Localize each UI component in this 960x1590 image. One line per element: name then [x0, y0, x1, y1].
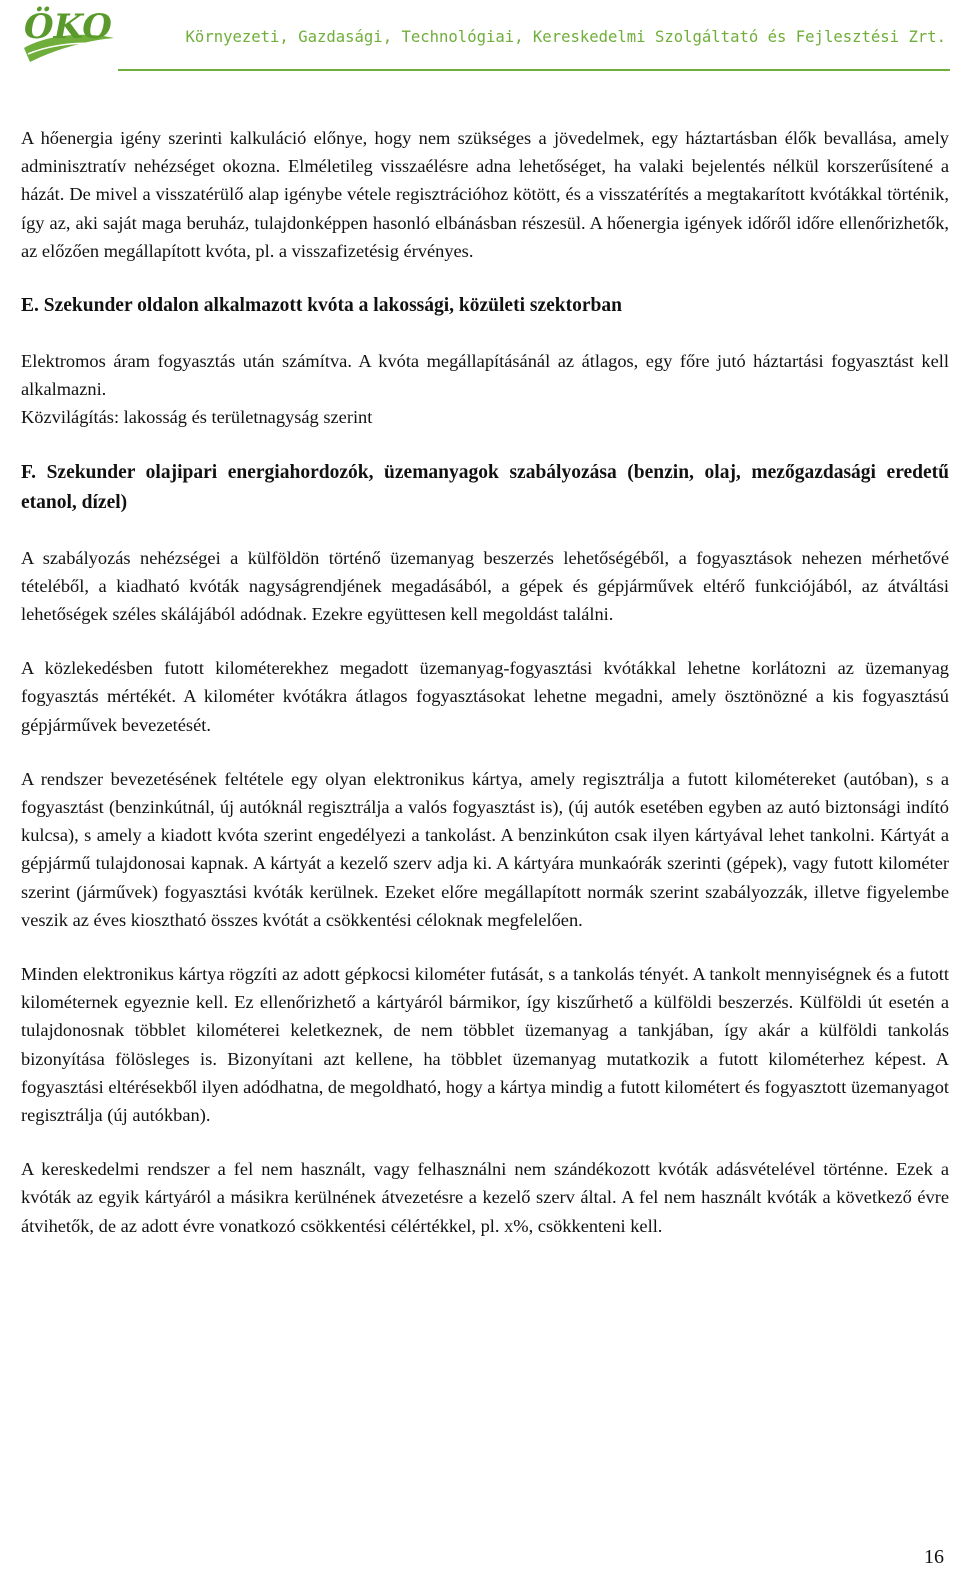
paragraph-electronic-card: A rendszer bevezetésének feltétele egy olyan elektronikus kártya, amely regisztrálja a futott kilométereket (autóban), s a fogyasztást (benzinkútnál, új autóknál regisztrálja a valós fogyasztást is), (új autók esetében egyben az autó biztonsági indító kulcsa), s amely a kiadott kvóta szerint engedélyezi a tankolást. A benzinkúton csak ilyen kártyával lehet tankolni. Kártyát a gépjármű tulajdonosai kapnak. A kártyát a kezelő szerv adja ki. A kártyára munkaórák szerinti (gépek), vagy futott kilométer szerint (járművek) fogyasztási kvóták kerülnek. Ezeket előre megállapított normák szerint szabályozzák, illetve figyelembe veszik az éves kiosztható összes kvótát a csökkentési céloknak megfelelően. [21, 768, 949, 930]
company-name: Környezeti, Gazdasági, Technológiai, Kereskedelmi Szolgáltató és Fejlesztési Zrt. [185, 28, 946, 46]
paragraph-card-recording: Minden elektronikus kártya rögzíti az adott gépkocsi kilométer futását, s a tankolás tényét. A tankolt mennyiségnek és a futott kilométernek egyeznie kell. Ez ellenőrizhető a kártyáról bármikor, így kiszűrhető a külföldi beszerzés. Külföldi út esetén a tulajdonosnak többlet kilométerei keletkeznek, de nem többlet üzemanyag a tankjában, így akár a külföldi tankolás bizonyítása fölösleges is. Bizonyítani azt kellene, ha többlet üzemanyag mutatkozik a futott kilométerhez képest. A fogyasztási eltérésekből ilyen adódhatna, de megoldható, hogy a kártya mindig a futott kilométert és fogyasztott üzemanyagot regisztrálja (új autókban). [21, 964, 949, 1126]
paragraph-heat-energy: A hőenergia igény szerinti kalkuláció előnye, hogy nem szükséges a jövedelmek, egy háztartásban élők bevallása, amely adminisztratív nehézséget okozna. Elméletileg visszaélésre adna lehetőséget, ha valaki bejelentés nélkül korszerűsítené a házát. De mivel a visszatérülő alap igénybe vétele regisztrációhoz kötött, és a visszatérítés a megtakarított kvótákkal történik, így az, aki saját maga beruház, tulajdonképpen hasonló elbánásban részesül. A hőenergia igények időről időre ellenőrizhetők, az előzően megállapított kvóta, pl. a visszafizetésig érvényes. [21, 128, 949, 261]
paragraph-electricity: Elektromos áram fogyasztás után számítva. A kvóta megállapításánál az átlagos, egy főre jutó háztartási fogyasztást kell alkalmazni. [21, 351, 949, 400]
svg-text:Zrt.: Zrt. [48, 54, 69, 67]
paragraph-trading-system: A kereskedelmi rendszer a fel nem használt, vagy felhasználni nem szándékozott kvóták adásvételével történne. Ezek a kvóták az egyik kártyáról a másikra kerülnének átvezetésre a kezelő szerv által. A fel nem használt kvóták a következő évre átvihetők, de az adott évre vonatkozó csökkentési célértékkel, pl. x%, csökkenteni kell. [21, 1159, 949, 1236]
paragraph-regulation-difficulties: A szabályozás nehézségei a külföldön történő üzemanyag beszerzés lehetőségéből, a fogyasztások nehezen mérhetővé tételéből, a kiadható kvóták nagyságrendjének megadásából, a gépek és gépjárművek eltérő funkciójából, az átváltási lehetőségek széles skálájából adódnak. Ezekre együttesen kell megoldást találni. [21, 547, 949, 625]
oko-logo-icon [18, 4, 118, 68]
paragraph-transport-quotas: A közlekedésben futott kilométerekhez megadott üzemanyag-fogyasztási kvótákkal lehetne korlátozni az üzemanyag fogyasztás mértékét. A kilométer kvótákra átlagos fogyasztásokat lehetne megadni, amely ösztönözné a kis fogyasztású gépjárművek bevezetését. [21, 658, 949, 735]
svg-text:ÖKO: ÖKO [24, 7, 112, 47]
heading-section-e: E. Szekunder oldalon alkalmazott kvóta a lakossági, közületi szektorban [21, 295, 622, 317]
paragraph-public-lighting: Közvilágítás: lakosság és területnagyság szerint [21, 407, 373, 428]
heading-section-f: F. Szekunder olajipari energiahordozók, üzemanyagok szabályozása (benzin, olaj, mezőgazdasági eredetű etanol, dízel) [21, 461, 949, 513]
page-number: 16 [924, 1546, 944, 1568]
page-header [0, 0, 960, 72]
header-divider [118, 69, 950, 71]
document-body [21, 124, 949, 1240]
